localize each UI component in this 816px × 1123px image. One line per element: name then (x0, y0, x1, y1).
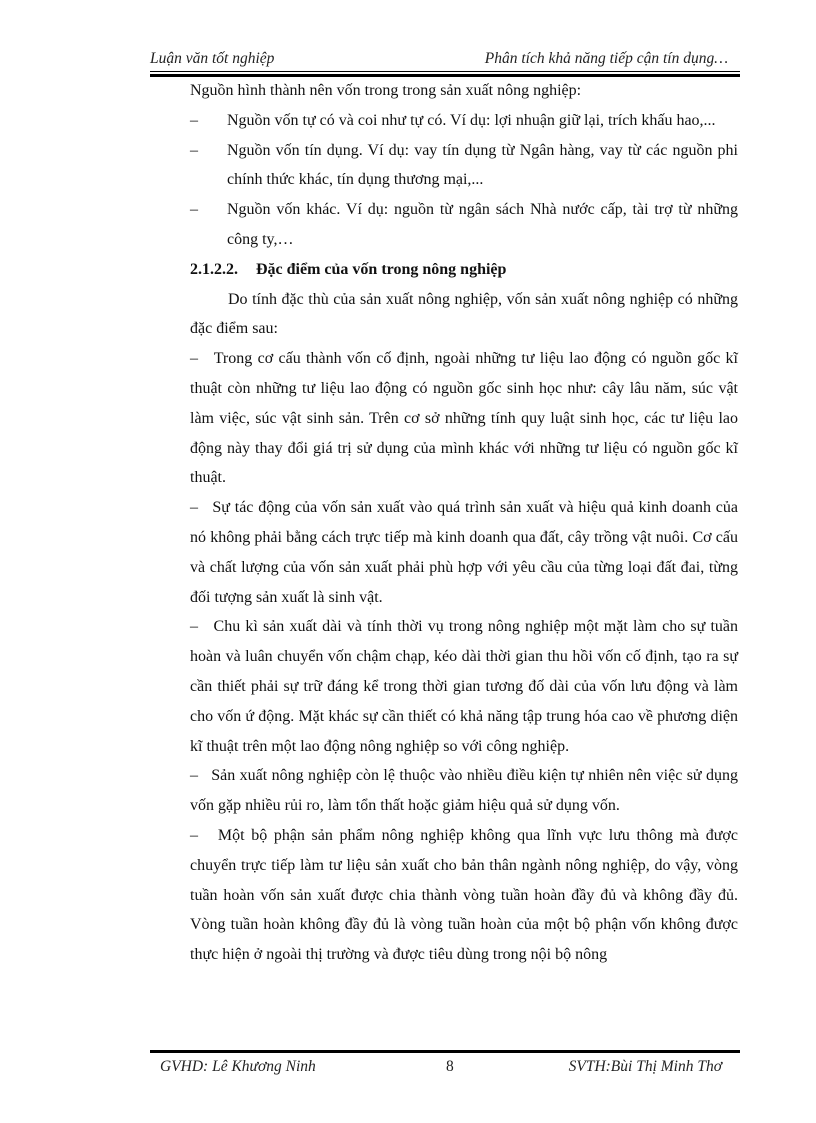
page-header (150, 47, 740, 71)
feature-text: Sự tác động của vốn sản xuất vào quá trình sản xuất và hiệu quả kinh doanh của nó không phải bằng cách trực tiếp mà kinh doanh qua đất, cây trồng vật nuôi. Cơ cấu và chất lượng của vốn sản xuất phải phù hợp với yêu cầu của từng loại đất đai, từng đối tượng sản xuất là sinh vật. (190, 499, 739, 606)
dash-bullet: – (190, 767, 198, 785)
section-intro: Do tính đặc thù của sản xuất nông nghiệp, vốn sản xuất nông nghiệp có những đặc điểm sau: (190, 290, 738, 338)
footer-student: SVTH:Bùi Thị Minh Thơ (568, 1058, 722, 1075)
footer-rule (150, 1050, 740, 1053)
footer-supervisor: GVHD: Lê Khương Ninh (160, 1058, 316, 1075)
feature-paragraph (190, 344, 738, 493)
source-item (190, 136, 738, 196)
dash-bullet: – (190, 350, 198, 368)
source-item (190, 106, 738, 136)
sources-intro: Nguồn hình thành nên vốn trong trong sản xuất nông nghiệp: (190, 82, 582, 99)
header-rule-thin (150, 71, 740, 72)
dash-bullet: – (190, 499, 198, 517)
page-number: 8 (446, 1058, 454, 1075)
section-heading (0, 255, 738, 285)
feature-paragraph (190, 761, 738, 821)
dash-bullet: – (190, 826, 198, 844)
page-content (190, 76, 738, 970)
dash-bullet: – (190, 111, 198, 129)
source-item (190, 195, 738, 255)
source-item-text: Nguồn vốn tự có và coi như tự có. Ví dụ: lợi nhuận giữ lại, trích khấu hao,... (227, 111, 716, 129)
header-thesis-label: Luận văn tốt nghiệp (150, 50, 275, 67)
feature-paragraph (190, 493, 738, 612)
feature-paragraph (190, 821, 738, 970)
dash-bullet: – (190, 618, 198, 636)
dash-bullet: – (190, 201, 198, 219)
dash-bullet: – (190, 141, 198, 159)
header-thesis-title: Phân tích khả năng tiếp cận tín dụng… (484, 50, 728, 67)
feature-text: Sản xuất nông nghiệp còn lệ thuộc vào nhiều điều kiện tự nhiên nên việc sử dụng vốn gặp nhiều rủi ro, làm tổn thất hoặc giảm hiệu quả sử dụng vốn. (190, 767, 739, 815)
source-item-text: Nguồn vốn khác. Ví dụ: nguồn từ ngân sách Nhà nước cấp, tài trợ từ những công ty,… (227, 201, 738, 248)
feature-text: Trong cơ cấu thành vốn cố định, ngoài những tư liệu lao động có nguồn gốc kĩ thuật còn những tư liệu lao động có nguồn gốc sinh học như: cây lâu năm, súc vật làm việc, súc vật sinh sản. Trên cơ sở những tính quy luật sinh học, các tư liệu lao động này thay đổi giá trị sử dụng của mình khác với những tư liệu có nguồn gốc kĩ thuật. (190, 350, 738, 487)
page-footer (150, 1058, 740, 1082)
section-title: Đặc điểm của vốn trong nông nghiệp (256, 260, 507, 278)
feature-text: Một bộ phận sản phẩm nông nghiệp không qua lĩnh vực lưu thông mà được chuyển trực tiếp làm tư liệu sản xuất cho bản thân ngành nông nghiệp, do vậy, vòng tuần hoàn vốn sản xuất được chia thành vòng tuần hoàn đầy đủ và không đầy đủ. Vòng tuần hoàn không đầy đủ là vòng tuần hoàn của một bộ phận vốn không được thực hiện ở ngoài thị trường và được tiêu dùng trong nội bộ nông (190, 826, 738, 964)
feature-text: Chu kì sản xuất dài và tính thời vụ trong nông nghiệp một mặt làm cho sự tuần hoàn và luân chuyển vốn chậm chạp, kéo dài thời gian thu hồi vốn cố định, tạo ra sự cần thiết phải sự trữ đáng kể trong thời gian tương đố dài của vốn lưu động và làm cho vốn ứ động. Mặt khác sự cần thiết có khả năng tập trung hóa cao về phương diện kĩ thuật trên một lao động nông nghiệp so với công nghiệp. (190, 618, 739, 755)
feature-paragraph (190, 612, 738, 761)
section-number: 2.1.2.2. (190, 260, 238, 278)
source-item-text: Nguồn vốn tín dụng. Ví dụ: vay tín dụng từ Ngân hàng, vay từ các nguồn phi chính thức khác, tín dụng thương mại,... (227, 141, 738, 189)
